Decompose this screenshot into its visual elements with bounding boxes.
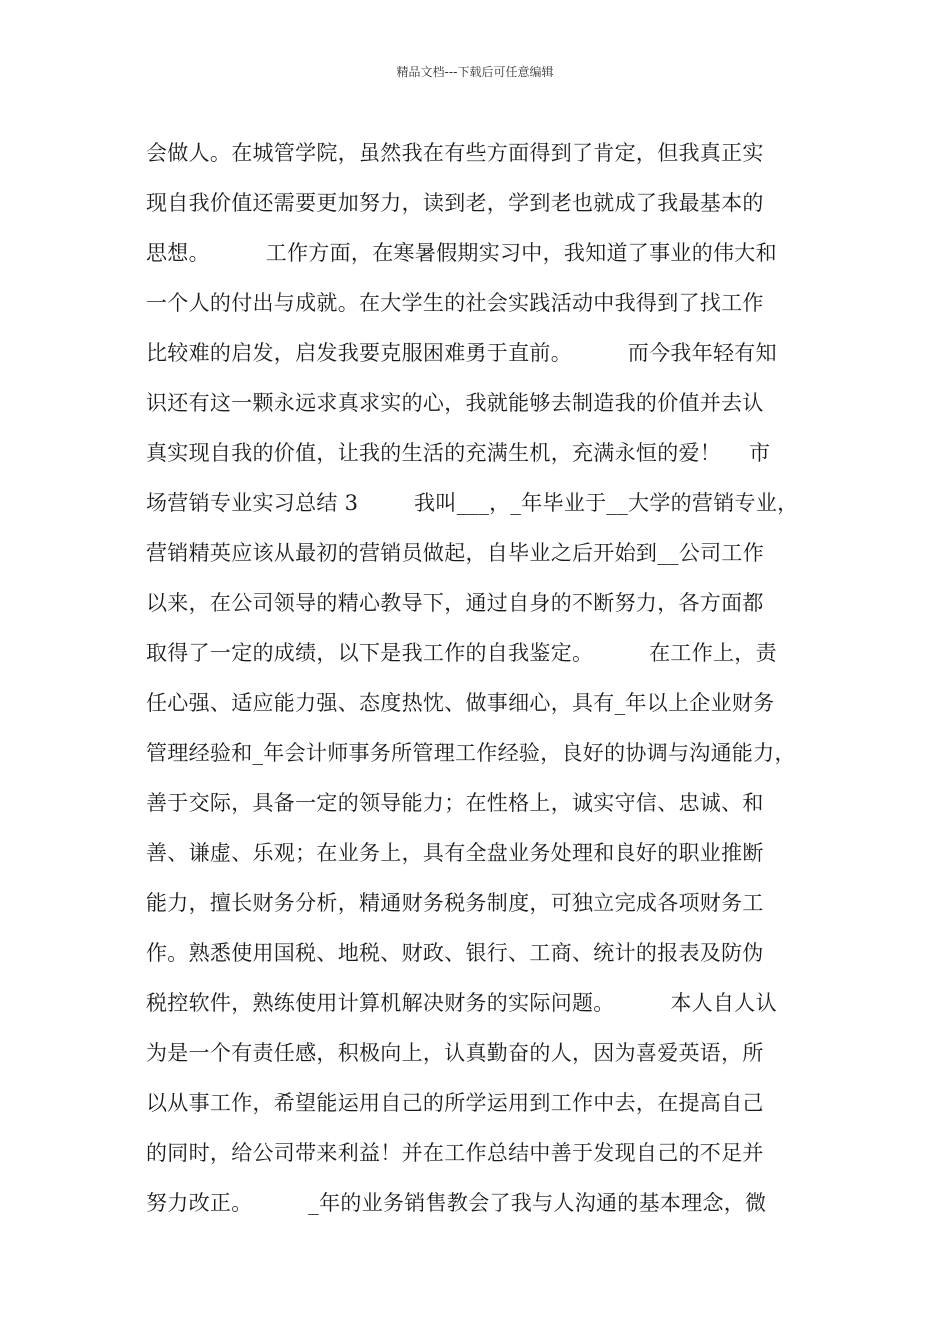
document-body — [146, 128, 826, 1228]
page-header: 精品文档---下载后可任意编辑 — [396, 65, 554, 79]
text-line: 以来，在公司领导的精心教导下，通过自身的不断努力，各方面都 — [146, 591, 764, 615]
text-line: 识还有这一颗永远求真求实的心，我就能够去制造我的价值并去认 — [146, 391, 764, 415]
text-line: 能力，擅长财务分析，精通财务税务制度，可独立完成各项财务工 — [146, 891, 764, 915]
text-line: 管理经验和_年会计师事务所管理工作经验，良好的协调与沟通能力， — [146, 741, 796, 765]
text-line: 营销精英应该从最初的营销员做起，自毕业之后开始到__公司工作 — [146, 541, 764, 565]
text-line: 善、谦虚、乐观；在业务上，具有全盘业务处理和良好的职业推断 — [146, 841, 764, 865]
text-line: 作。熟悉使用国税、地税、财政、银行、工商、统计的报表及防伪 — [146, 941, 764, 965]
text-line: 思想。 工作方面，在寒暑假期实习中，我知道了事业的伟大和 — [146, 241, 777, 265]
text-line: 会做人。在城管学院，虽然我在有些方面得到了肯定，但我真正实 — [146, 141, 764, 165]
text-line: 比较难的启发，启发我要克服困难勇于直前。 而今我年轻有知 — [146, 341, 777, 365]
text-line: 取得了一定的成绩，以下是我工作的自我鉴定。 在工作上，责 — [146, 641, 777, 665]
text-line: 场营销专业实习总结 3 我叫___，_年毕业于__大学的营销专业， — [146, 491, 799, 515]
text-line: 现自我价值还需要更加努力，读到老，学到老也就成了我最基本的 — [146, 191, 764, 215]
text-line: 税控软件，熟练使用计算机解决财务的实际问题。 本人自人认 — [146, 991, 777, 1015]
text-line: 的同时，给公司带来利益！并在工作总结中善于发现自己的不足并 — [146, 1141, 764, 1165]
text-line: 以从事工作，希望能运用自己的所学运用到工作中去，在提高自己 — [146, 1091, 764, 1115]
text-line: 为是一个有责任感，积极向上，认真勤奋的人，因为喜爱英语，所 — [146, 1041, 764, 1065]
text-line: 一个人的付出与成就。在大学生的社会实践活动中我得到了找工作 — [146, 291, 764, 315]
text-line: 真实现自我的价值，让我的生活的充满生机，充满永恒的爱！ 市 — [146, 441, 771, 465]
text-line: 任心强、适应能力强、态度热忱、做事细心，具有_年以上企业财务 — [146, 691, 775, 715]
text-line: 善于交际，具备一定的领导能力；在性格上，诚实守信、忠诚、和 — [146, 791, 764, 815]
text-line: 努力改正。 _年的业务销售教会了我与人沟通的基本理念，微 — [146, 1191, 767, 1215]
